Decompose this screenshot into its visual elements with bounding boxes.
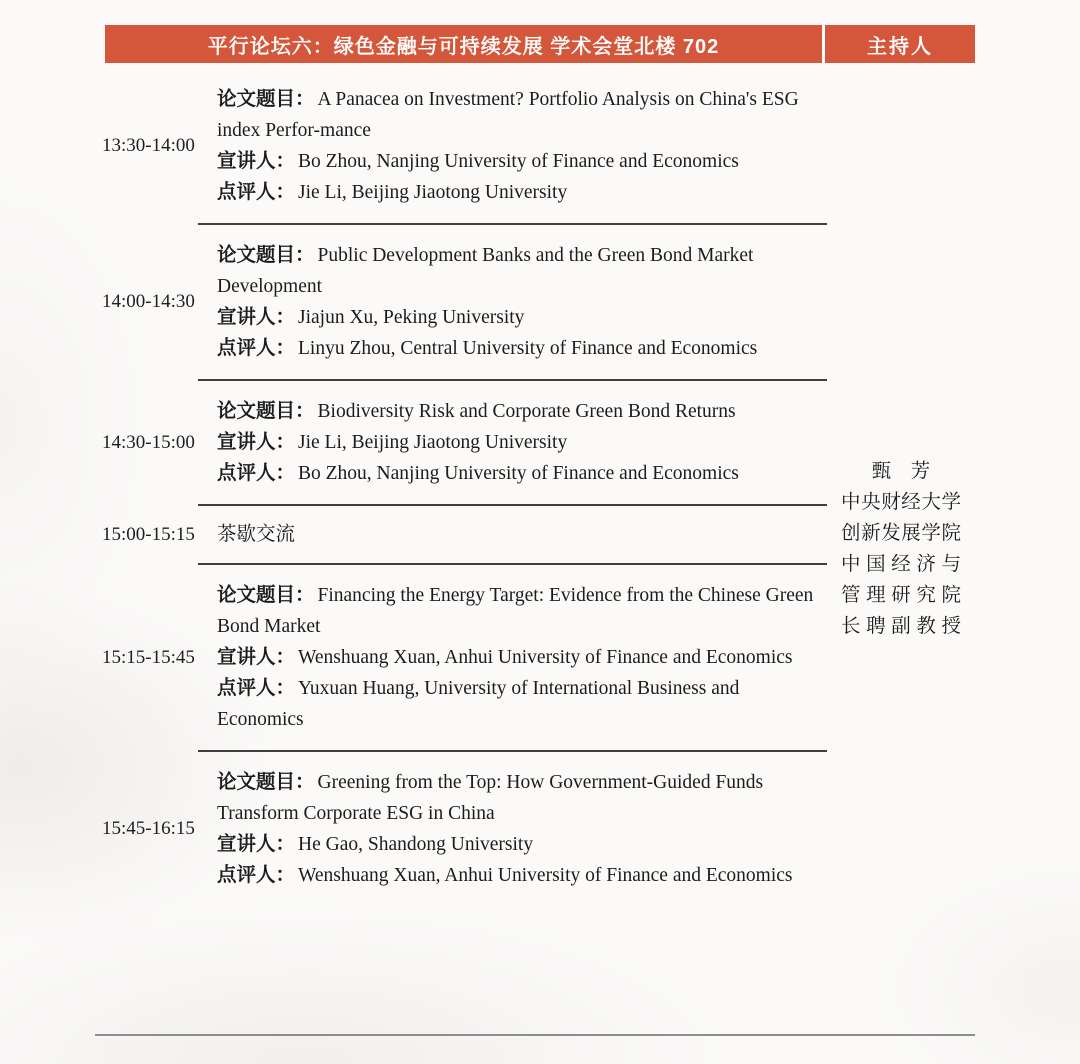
moderator-affiliation-line: 创新发展学院	[841, 522, 961, 544]
moderator-affiliation-line: 中国经济与	[841, 553, 961, 575]
paper-title-text: Biodiversity Risk and Corporate Green Bond Returns	[317, 401, 736, 422]
session-time: 14:00-14:30	[102, 291, 195, 312]
forum-title: 平行论坛六：绿色金融与可持续发展 学术会堂北楼 702	[105, 25, 822, 63]
moderator-info	[841, 456, 961, 642]
session-row-2	[95, 225, 827, 379]
session-time: 13:30-14:00	[102, 135, 195, 156]
session-row-1	[95, 69, 827, 223]
presenter-line	[217, 642, 819, 673]
paper-title-label: 论文题目：	[217, 401, 315, 422]
discussant-text: Bo Zhou, Nanjing University of Finance and Economics	[298, 463, 739, 484]
session-time: 14:30-15:00	[102, 431, 195, 453]
paper-title-label: 论文题目：	[217, 245, 315, 266]
session-content	[217, 240, 827, 364]
presenter-label: 宣讲人：	[217, 432, 296, 453]
session-content	[217, 84, 827, 208]
discussant-line	[217, 458, 819, 489]
discussant-text: Jie Li, Beijing Jiaotong University	[298, 182, 568, 203]
session-content	[217, 580, 827, 735]
paper-title-line	[217, 84, 819, 146]
paper-title-line	[217, 240, 819, 302]
paper-title-line	[217, 580, 819, 642]
presenter-text: Jie Li, Beijing Jiaotong University	[298, 432, 568, 453]
moderator-title-line: 长聘副教授	[841, 615, 961, 637]
paper-title-label: 论文题目：	[217, 772, 315, 793]
discussant-label: 点评人：	[217, 338, 296, 359]
paper-title-label: 论文题目：	[217, 585, 315, 606]
session-row-6	[95, 752, 827, 906]
tea-break-row	[95, 506, 827, 563]
paper-title-text: Greening from the Top: How Government-Guided Funds Transform Corporate ESG in China	[217, 772, 764, 824]
tea-break-text: 茶歇交流	[217, 524, 296, 545]
discussant-label: 点评人：	[217, 678, 296, 699]
moderator-affiliation-line: 管理研究院	[841, 584, 961, 606]
discussant-line	[217, 333, 819, 364]
session-time: 15:45-16:15	[102, 818, 195, 839]
presenter-text: Wenshuang Xuan, Anhui University of Finance and Economics	[298, 647, 793, 668]
presenter-label: 宣讲人：	[217, 151, 296, 172]
discussant-label: 点评人：	[217, 463, 296, 484]
presenter-label: 宣讲人：	[217, 647, 296, 668]
discussant-line	[217, 673, 819, 735]
moderator-header-label: 主持人	[825, 25, 975, 63]
session-content	[217, 519, 827, 550]
presenter-text: Jiajun Xu, Peking University	[298, 307, 525, 328]
paper-title-label: 论文题目：	[217, 89, 315, 110]
paper-title-text: Financing the Energy Target: Evidence from the Chinese Green Bond Market	[217, 585, 814, 637]
discussant-line	[217, 177, 819, 208]
moderator-column	[827, 63, 975, 1034]
session-row-3	[95, 381, 827, 504]
paper-title-text: Public Development Banks and the Green Bond Market Development	[217, 245, 754, 297]
discussant-label: 点评人：	[217, 865, 296, 886]
presenter-label: 宣讲人：	[217, 307, 296, 328]
discussant-label: 点评人：	[217, 182, 296, 203]
header-bar	[105, 25, 975, 63]
moderator-affiliation-line: 中央财经大学	[841, 491, 961, 513]
session-content	[217, 396, 827, 489]
paper-title-text: A Panacea on Investment? Portfolio Analysis on China's ESG index Perfor-mance	[217, 89, 799, 141]
presenter-label: 宣讲人：	[217, 834, 296, 855]
session-time: 15:15-15:45	[102, 646, 195, 668]
moderator-name: 甄 芳	[871, 460, 931, 482]
paper-title-line	[217, 396, 819, 427]
tea-break-line	[217, 519, 819, 550]
schedule-table	[95, 63, 975, 1036]
discussant-text: Linyu Zhou, Central University of Finance and Economics	[298, 338, 758, 359]
session-time: 15:00-15:15	[102, 523, 195, 545]
discussant-text: Wenshuang Xuan, Anhui University of Finance and Economics	[298, 865, 793, 886]
session-row-5	[95, 565, 827, 750]
discussant-text: Yuxuan Huang, University of International Business and Economics	[217, 678, 740, 730]
sessions-column	[95, 63, 827, 1034]
paper-title-line	[217, 767, 819, 829]
discussant-line	[217, 860, 819, 891]
presenter-line	[217, 302, 819, 333]
presenter-line	[217, 427, 819, 458]
presenter-line	[217, 829, 819, 860]
presenter-text: Bo Zhou, Nanjing University of Finance and Economics	[298, 151, 739, 172]
presenter-text: He Gao, Shandong University	[298, 834, 534, 855]
presenter-line	[217, 146, 819, 177]
session-content	[217, 767, 827, 891]
